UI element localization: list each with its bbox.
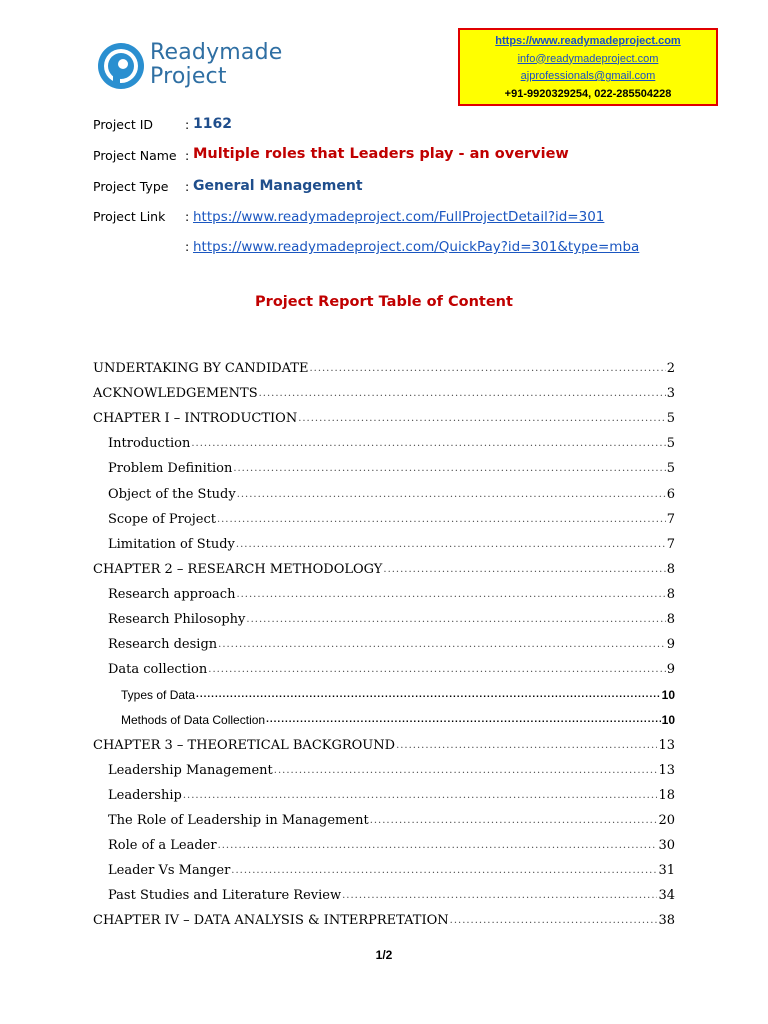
full-project-link[interactable]: https://www.readymadeproject.com/FullProjectDetail?id=301 bbox=[193, 209, 605, 225]
toc-entry-page: 9 bbox=[666, 637, 675, 653]
toc-dot-leader bbox=[196, 689, 661, 700]
toc-entry-title: CHAPTER 3 – THEORETICAL BACKGROUND bbox=[93, 737, 396, 753]
toc-dot-leader bbox=[370, 815, 658, 826]
toc-entry[interactable] bbox=[93, 376, 675, 401]
toc-entry-title: Problem Definition bbox=[108, 461, 233, 477]
toc-dot-leader bbox=[231, 865, 657, 876]
toc-entry[interactable] bbox=[121, 677, 675, 702]
toc-entry[interactable] bbox=[108, 878, 675, 903]
toc-entry[interactable] bbox=[108, 803, 675, 828]
toc-entry[interactable] bbox=[93, 903, 675, 928]
toc-title: Project Report Table of Content bbox=[255, 294, 513, 310]
toc-dot-leader bbox=[383, 564, 665, 575]
toc-entry[interactable] bbox=[108, 527, 675, 552]
quickpay-link[interactable]: https://www.readymadeproject.com/QuickPay?id=301&type=mba bbox=[193, 239, 640, 255]
toc-entry[interactable] bbox=[93, 401, 675, 426]
toc-entry[interactable] bbox=[108, 577, 675, 602]
logo-text bbox=[150, 41, 283, 89]
toc-entry-page: 9 bbox=[666, 662, 675, 678]
toc-entry-title: ACKNOWLEDGEMENTS bbox=[93, 386, 258, 402]
toc-entry[interactable] bbox=[108, 828, 675, 853]
toc-entry[interactable] bbox=[108, 426, 675, 451]
toc-entry[interactable] bbox=[108, 477, 675, 502]
project-name-label: Project Name bbox=[93, 148, 177, 163]
toc-entry-page: 20 bbox=[658, 812, 675, 828]
toc-entry[interactable] bbox=[108, 778, 675, 803]
toc-entry-title: Limitation of Study bbox=[108, 536, 235, 552]
toc-entry[interactable] bbox=[108, 627, 675, 652]
toc-entry-page: 7 bbox=[666, 511, 675, 527]
project-type-value: General Management bbox=[193, 178, 363, 194]
toc-entry-title: Past Studies and Literature Review bbox=[108, 888, 342, 904]
toc-dot-leader bbox=[342, 890, 657, 901]
toc-entry-page: 2 bbox=[666, 361, 675, 376]
project-type-label: Project Type bbox=[93, 179, 169, 194]
toc-entry-title: Leadership bbox=[108, 787, 182, 803]
toc-entry-page: 13 bbox=[658, 762, 675, 778]
toc-entry-title: CHAPTER 2 – RESEARCH METHODOLOGY bbox=[93, 561, 383, 577]
toc-dot-leader bbox=[236, 539, 666, 550]
project-name-value: Multiple roles that Leaders play - an overview bbox=[193, 146, 569, 162]
toc-dot-leader bbox=[266, 714, 661, 725]
logo-line-2: Project bbox=[150, 64, 227, 89]
project-id-value: 1162 bbox=[193, 116, 232, 132]
toc-dot-leader bbox=[191, 438, 665, 449]
toc-entry-title: CHAPTER IV – DATA ANALYSIS & INTERPRETATION bbox=[93, 913, 449, 929]
project-link-label: Project Link bbox=[93, 209, 166, 224]
toc-entry-page: 7 bbox=[666, 536, 675, 552]
toc-dot-leader bbox=[233, 463, 665, 474]
project-id-label: Project ID bbox=[93, 117, 154, 132]
toc-dot-leader bbox=[183, 790, 658, 801]
toc-dot-leader bbox=[218, 840, 658, 851]
toc-dot-leader bbox=[218, 639, 666, 650]
toc-entry-title: Methods of Data Collection bbox=[121, 713, 266, 728]
toc-entry[interactable] bbox=[108, 602, 675, 627]
toc-entry-page: 5 bbox=[666, 461, 675, 477]
toc-entry-page: 30 bbox=[658, 837, 675, 853]
toc-dot-leader bbox=[298, 413, 666, 424]
email-link-info[interactable]: info@readymadeproject.com bbox=[517, 52, 659, 65]
colon: : bbox=[185, 117, 190, 132]
colon: : bbox=[185, 179, 190, 194]
colon: : bbox=[185, 148, 190, 163]
toc-entry-title: Object of the Study bbox=[108, 486, 236, 502]
toc-entry-title: Leadership Management bbox=[108, 762, 273, 778]
toc-entry-title: The Role of Leadership in Management bbox=[108, 812, 369, 828]
toc-entry-title: Introduction bbox=[108, 436, 191, 452]
toc-dot-leader bbox=[259, 388, 666, 399]
toc-entry[interactable] bbox=[108, 853, 675, 878]
contact-box bbox=[458, 28, 718, 106]
toc-entry-page: 8 bbox=[666, 561, 675, 577]
phone-numbers: +91-9920329254, 022-285504228 bbox=[504, 87, 672, 100]
toc-entry-page: 31 bbox=[658, 863, 675, 878]
toc-entry-title: Research approach bbox=[108, 586, 236, 602]
logo-line-1: Readymade bbox=[150, 40, 283, 65]
toc-dot-leader bbox=[246, 614, 665, 625]
toc-entry-title: Types of Data bbox=[121, 688, 196, 703]
toc-entry-page: 8 bbox=[666, 586, 675, 602]
toc-entry[interactable] bbox=[121, 702, 675, 727]
toc-entry-page: 5 bbox=[666, 411, 675, 427]
toc-entry[interactable] bbox=[108, 753, 675, 778]
toc-entry-page: 8 bbox=[666, 612, 675, 627]
toc-entry-page: 18 bbox=[658, 787, 675, 803]
toc-entry-page: 3 bbox=[666, 386, 675, 402]
toc-dot-leader bbox=[208, 664, 665, 675]
toc-entry-title: Role of a Leader bbox=[108, 837, 217, 853]
readymade-project-logo-icon bbox=[96, 41, 146, 91]
toc-entry-page: 5 bbox=[666, 436, 675, 452]
colon: : bbox=[185, 209, 190, 224]
page-indicator: 1/2 bbox=[375, 948, 393, 962]
toc-entry[interactable] bbox=[93, 728, 675, 753]
colon: : bbox=[185, 239, 190, 254]
toc-entry-title: Research Philosophy bbox=[108, 612, 246, 627]
toc-entry[interactable] bbox=[93, 552, 675, 577]
toc-entry-title: CHAPTER I – INTRODUCTION bbox=[93, 411, 298, 427]
toc-entry[interactable] bbox=[93, 351, 675, 376]
logo bbox=[96, 38, 296, 94]
toc-entry-title: UNDERTAKING BY CANDIDATE bbox=[93, 361, 309, 376]
toc-entry-title: Scope of Project bbox=[108, 511, 216, 527]
toc-dot-leader bbox=[396, 740, 657, 751]
toc-dot-leader bbox=[450, 915, 658, 926]
toc-dot-leader bbox=[237, 489, 666, 500]
website-link[interactable]: https://www.readymadeproject.com bbox=[495, 35, 681, 47]
toc-dot-leader bbox=[274, 765, 658, 776]
toc-dot-leader bbox=[236, 589, 665, 600]
toc-entry-page: 13 bbox=[658, 737, 675, 753]
email-link-ajprofessionals[interactable]: ajprofessionals@gmail.com bbox=[520, 70, 656, 82]
toc-entry[interactable] bbox=[108, 502, 675, 527]
toc-dot-leader bbox=[309, 363, 665, 374]
toc-entry-title: Research design bbox=[108, 637, 218, 653]
toc-entry-title: Data collection bbox=[108, 662, 208, 678]
toc-entry[interactable] bbox=[108, 652, 675, 677]
toc-dot-leader bbox=[217, 514, 666, 525]
toc-entry-page: 38 bbox=[658, 913, 675, 929]
toc-entry[interactable] bbox=[108, 451, 675, 476]
toc-entry-page: 6 bbox=[666, 486, 675, 502]
toc-entry-title: Leader Vs Manger bbox=[108, 863, 231, 878]
toc-entry-page: 10 bbox=[661, 688, 675, 703]
toc-entry-page: 34 bbox=[658, 888, 675, 904]
toc-entry-page: 10 bbox=[661, 713, 675, 728]
